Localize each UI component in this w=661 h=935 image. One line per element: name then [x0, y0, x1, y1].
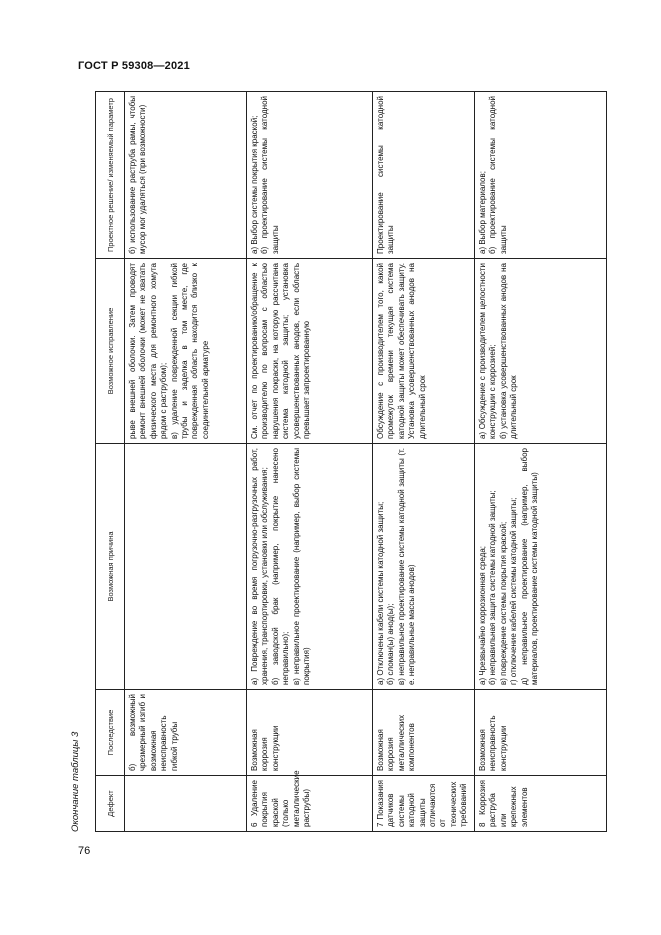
- column-header-consequence: Последствие: [96, 690, 125, 776]
- cell-consequence: Возможная коррозия металлических компонентов: [373, 690, 475, 776]
- page-number: 76: [78, 845, 91, 857]
- cell-fix: Обсуждение с производителем того, какой промежуток времени текущая система катодной защиты может обеспечивать защиту. Установка усовершенствованных анодов на длительный срок: [373, 259, 475, 444]
- cell-defect: 7 Показания датчиков системы катодной защиты отличаются от технических требований: [373, 776, 475, 832]
- table-header-row: [96, 92, 125, 832]
- defects-table: [95, 91, 607, 832]
- cell-defect: [125, 776, 247, 832]
- table-container: [95, 92, 606, 832]
- table-row: [125, 92, 247, 832]
- table-row: [475, 92, 607, 832]
- cell-defect: 8 Коррозия раструба или крепежных элементов: [475, 776, 607, 832]
- table-caption-wrap: [70, 92, 91, 832]
- cell-consequence: б) возможный чрезмерный изгиб и возможная неисправность гибкой трубы: [125, 690, 247, 776]
- cell-defect: 6 Удаление покрытия краской (только металлические раструбы): [247, 776, 373, 832]
- table-row: [247, 92, 373, 832]
- cell-design: а) Выбор материалов; б) проектирование системы катодной защиты: [475, 92, 607, 259]
- cell-cause: а) Чрезвычайно коррозионная среда; б) неправильная защита системы катодной защиты; в) повреждение системы покрытия краской; г) отключение кабелей системы катодной защиты; д) неправильное проектирование (например, выбор материалов, проектирование системы катодной защиты): [475, 444, 607, 690]
- rotated-page-content: [70, 92, 606, 832]
- cell-design: б) использование раструба рамы, чтобы мусор мог удаляться (при возможности): [125, 92, 247, 259]
- column-header-cause: Возможная причина: [96, 444, 125, 690]
- cell-cause: [125, 444, 247, 690]
- cell-fix: рыве внешней оболочки. Затем проводят ремонт внешней оболочки (может не хватать физического места для ремонтного хомута рядом с раструбом); в) удаление поврежденной секции гибкой трубы и заделка в том месте, где поврежденная область находится близко к соединительной арматуре: [125, 259, 247, 444]
- cell-fix: а) Обсуждение с производителем целостности конструкции с коррозией; б) установка усовершенствованных анодов на длительный срок: [475, 259, 607, 444]
- document-header: ГОСТ Р 59308—2021: [78, 60, 190, 72]
- cell-consequence: Возможная неисправность конструкции: [475, 690, 607, 776]
- table-row: [373, 92, 475, 832]
- table-caption: Окончание таблицы 3: [70, 731, 81, 832]
- column-header-defect: Дефект: [96, 776, 125, 832]
- cell-consequence: Возможная коррозия конструкции: [247, 690, 373, 776]
- cell-cause: а) Повреждение во время погрузочно-разгрузочных работ, хранения, транспортировки, установки или обслуживания; б) заводской брак (например, покрытие нанесено неправильно); в) неправильное проектирование (например, выбор системы покрытия): [247, 444, 373, 690]
- cell-design: а) Выбор системы покрытия краской; б) проектирование системы катодной защиты: [247, 92, 373, 259]
- cell-cause: а) Отключены кабели системы катодной защиты; б) сломан(ы) анод(ы); в) неправильное проектирование системы катодной защиты (т. е. неправильные массы анодов): [373, 444, 475, 690]
- column-header-fix: Возможное исправление: [96, 259, 125, 444]
- cell-design: Проектирование системы катодной защиты: [373, 92, 475, 259]
- column-header-design: Проектное решение/ изменяемый параметр: [96, 92, 125, 259]
- cell-fix: См. отчет по проектированию/обращение к производителю по вопросам с областью нарушения покраски, на которую рассчитана система катодной защиты; установка усовершенствованных анодов, если область превышает запроектированную: [247, 259, 373, 444]
- rotated-table: [95, 92, 606, 832]
